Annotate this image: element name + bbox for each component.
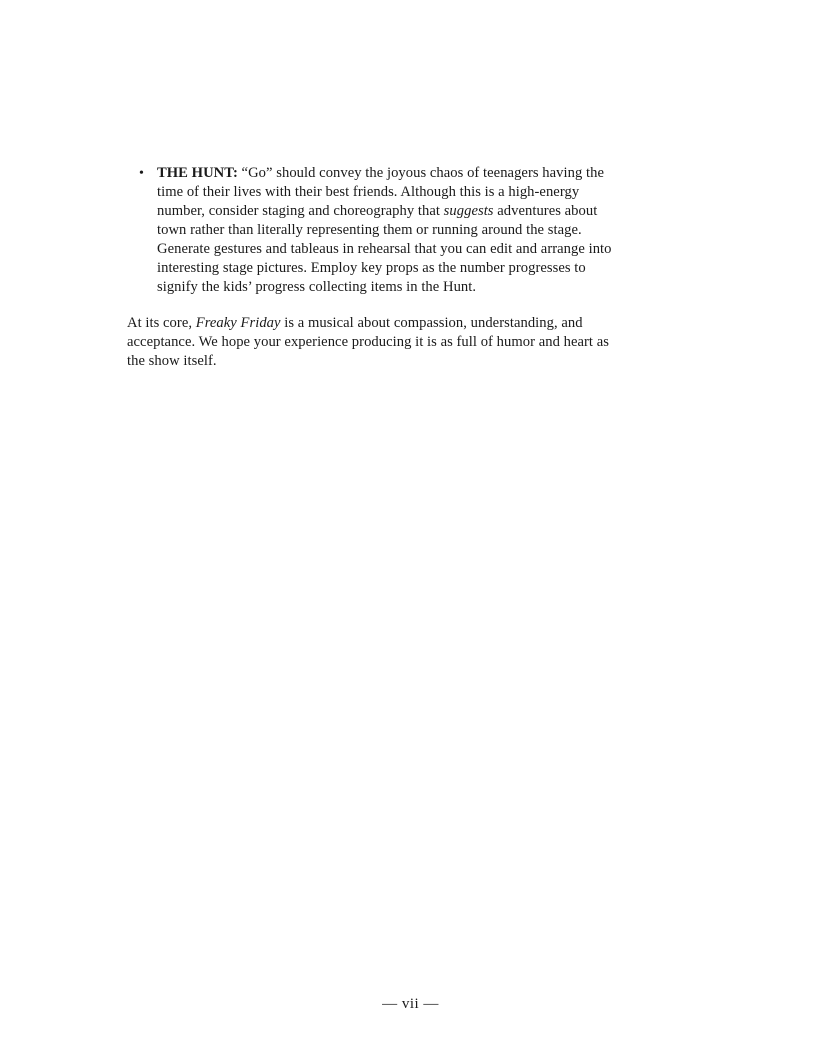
bullet-line-6: interesting stage pictures. Employ key props as the number progresses to [157,260,586,276]
closing-line-2: acceptance. We hope your experience producing it is as full of humor and heart as [127,334,609,350]
bullet-heading: THE HUNT: [157,165,238,181]
bullet-line-5: Generate gestures and tableaus in rehearsal that you can edit and arrange into [157,241,612,257]
bullet-line-4: town rather than literally representing them or running around the stage. [157,222,582,238]
page-body [127,164,647,371]
bullet-line-3 [157,202,647,221]
closing-line-1-post: is a musical about compassion, understanding, and [280,315,583,331]
bullet-line-3-post: adventures about [493,203,598,219]
closing-line-1 [127,314,647,333]
closing-paragraph [127,314,647,371]
closing-text [127,314,647,371]
bullet-line-1-text: “Go” should convey the joyous chaos of teenagers having the [237,165,604,181]
page-number: — vii — [382,996,439,1012]
closing-line-3: the show itself. [127,353,217,369]
emphasis-suggests: suggests [443,203,494,219]
bullet-line-7: signify the kids’ progress collecting items in the Hunt. [157,279,477,295]
bullet-paragraph [157,164,647,297]
show-title: Freaky Friday [195,315,281,331]
bullet-mark: • [139,166,144,181]
closing-line-1-pre: At its core, [127,315,196,331]
bullet-line-1 [157,164,647,183]
bullet-list [127,164,647,297]
bullet-item-the-hunt [127,164,647,297]
bullet-line-2: time of their lives with their best friends. Although this is a high-energy [157,184,580,200]
bullet-line-3-pre: number, consider staging and choreography that [157,203,444,219]
